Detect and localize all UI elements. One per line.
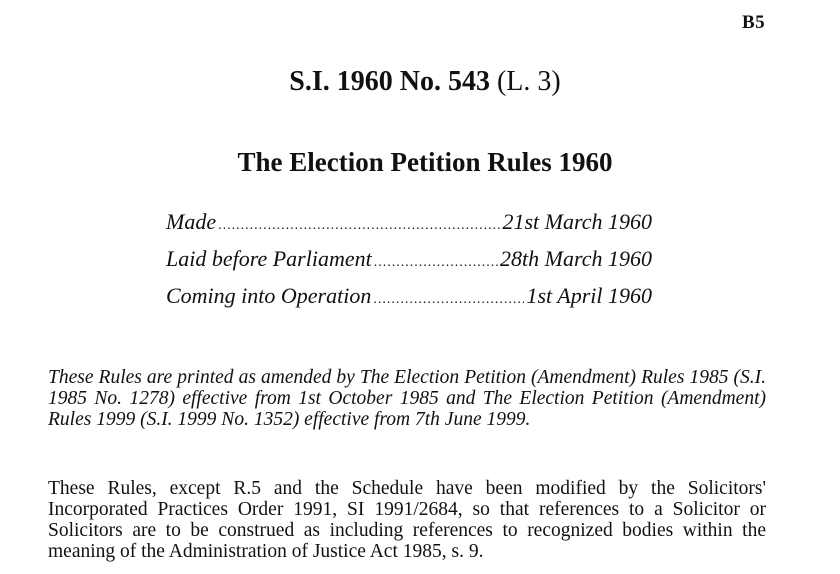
date-row-made	[166, 203, 652, 240]
date-label: Laid before Parliament	[166, 246, 372, 271]
si-series: (L. 3)	[496, 66, 561, 97]
dates-block	[166, 203, 652, 314]
date-label: Made	[166, 209, 217, 234]
date-value: 28th March 1960	[500, 246, 652, 271]
amendment-note: These Rules are printed as amended by The Election Petition (Amendment) Rules 1985 (S.I. 1985 No. 1278) effective from 1st October 1985 and The Election Petition (Amendment) Rules 1999 (S.I. 1999 No. 1352) effective from 7th June 1999.	[48, 366, 766, 430]
dot-leader	[373, 281, 524, 318]
si-number: S.I. 1960 No. 543	[289, 66, 490, 97]
date-value: 1st April 1960	[526, 283, 652, 308]
page-reference: B5	[742, 12, 766, 33]
dot-leader	[218, 207, 500, 244]
modification-note: These Rules, except R.5 and the Schedule have been modified by the Solicitors' Incorporated Practices Order 1991, SI 1991/2684, so that references to a Solicitor or Solicitors are to be construed as including references to recognized bodies within the meaning of the Administration of Justice Act 1985, s. 9.	[48, 477, 766, 562]
date-row-operation	[166, 277, 652, 314]
statutory-instrument-number	[0, 66, 840, 98]
date-label: Coming into Operation	[166, 283, 372, 308]
document-title: The Election Petition Rules 1960	[237, 147, 613, 177]
date-row-laid	[166, 240, 652, 277]
dot-leader	[374, 244, 498, 281]
date-value: 21st March 1960	[502, 209, 652, 234]
